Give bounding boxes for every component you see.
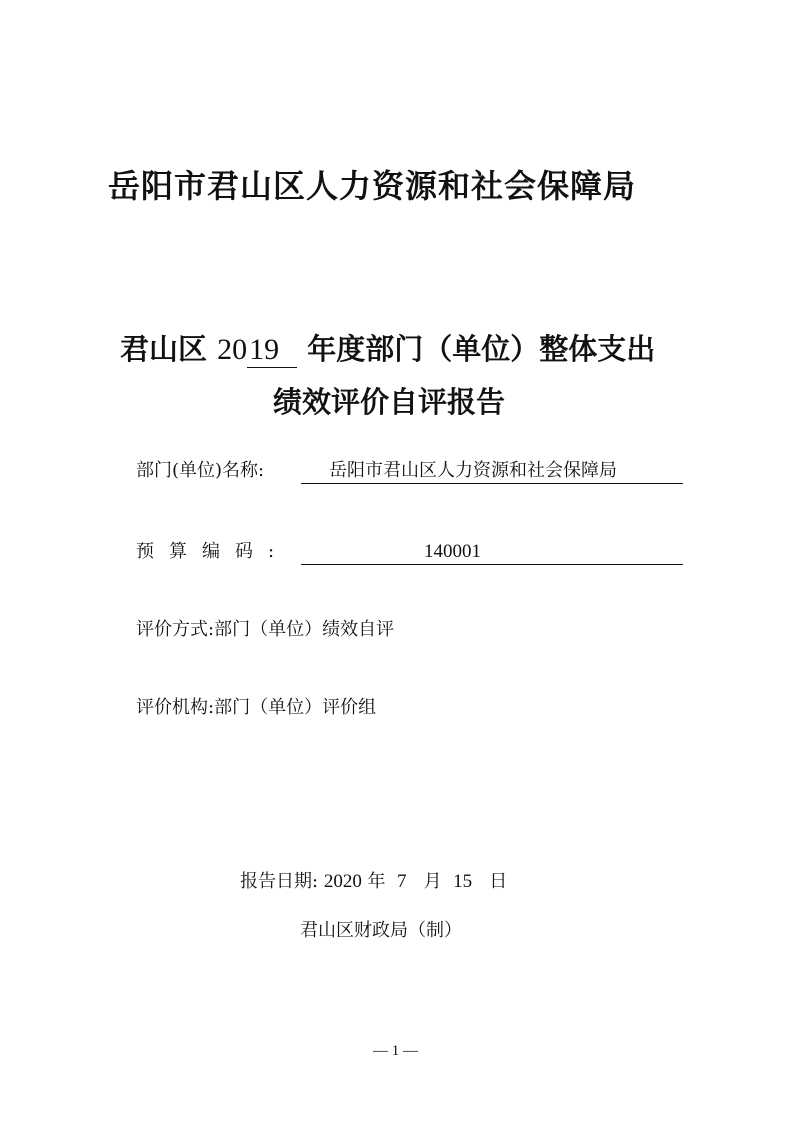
eval-method-label: 评价方式: — [136, 619, 215, 640]
dept-name-value: 岳阳市君山区人力资源和社会保障局 — [301, 458, 683, 484]
report-date-year-unit: 年 — [367, 871, 386, 892]
page-number: — 1 — — [373, 1043, 418, 1059]
report-title-prefix: 君山区 — [120, 332, 218, 366]
report-date — [240, 869, 507, 895]
eval-org-value: 部门（单位）评价组 — [214, 697, 377, 718]
eval-method-value: 部门（单位）绩效自评 — [214, 619, 395, 640]
report-title-line-1 — [120, 329, 655, 370]
report-date-day: 15 — [453, 871, 473, 892]
dept-name-label: 部门(单位)名称: — [136, 460, 265, 481]
report-date-year: 2020 — [323, 871, 362, 892]
eval-method-row — [136, 617, 394, 643]
budget-code-label: 预算编码: — [136, 541, 290, 562]
report-year-prefix: 20 — [217, 333, 248, 366]
report-date-label: 报告日期: — [240, 871, 319, 892]
report-title-suffix: 年度部门（单位）整体支出 — [297, 332, 656, 366]
report-date-month-unit: 月 — [423, 871, 442, 892]
eval-org-row — [136, 695, 376, 721]
issuer: 君山区财政局（制） — [300, 920, 462, 941]
report-year-suffix: 19 — [247, 333, 297, 368]
budget-code-row — [136, 539, 481, 565]
report-title-line-2: 绩效评价自评报告 — [273, 385, 506, 419]
eval-org-label: 评价机构: — [136, 697, 215, 718]
report-date-month: 7 — [397, 871, 407, 892]
report-date-day-unit: 日 — [489, 871, 508, 892]
dept-name-row — [136, 458, 617, 484]
budget-code-value: 140001 — [301, 539, 683, 565]
organization-title: 岳阳市君山区人力资源和社会保障局 — [108, 167, 637, 205]
